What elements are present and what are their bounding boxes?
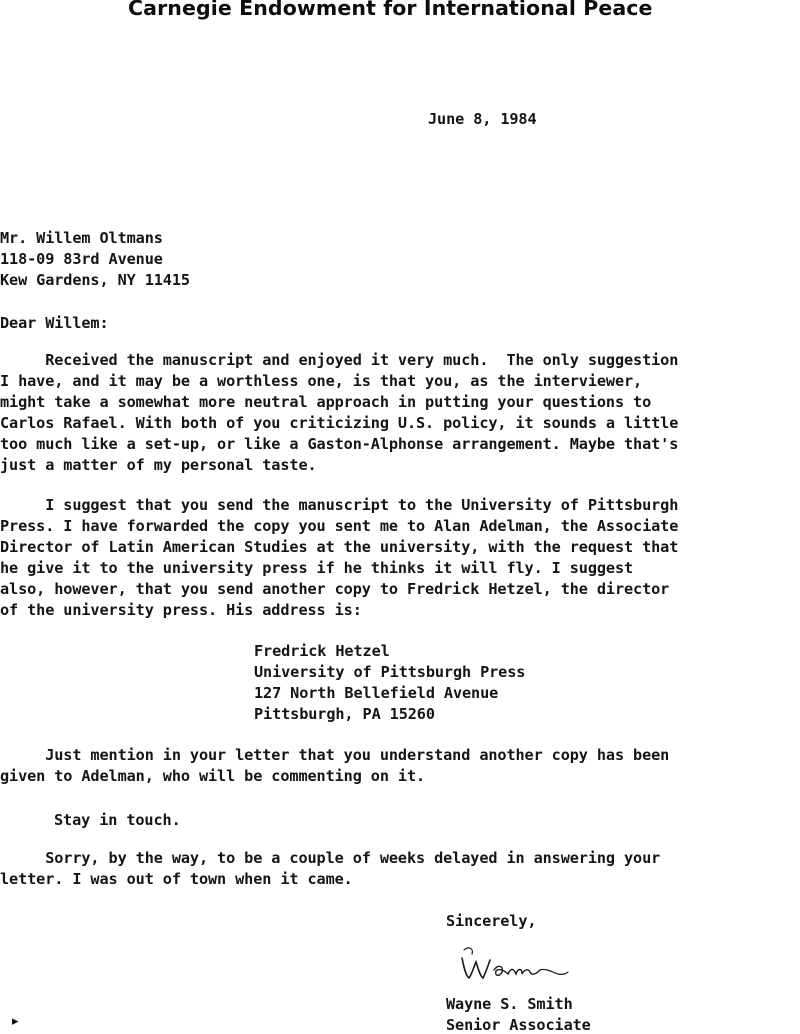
paragraph-line: he give it to the university press if he thinks it will fly. I suggest <box>0 559 634 577</box>
paragraph-line: letter. I was out of town when it came. <box>0 870 353 888</box>
body-paragraph-4: Stay in touch. <box>54 811 181 829</box>
paragraph-line: Just mention in your letter that you understand another copy has been <box>0 746 670 764</box>
body-paragraph-5 <box>0 848 660 890</box>
forward-address-line: 127 North Bellefield Avenue <box>254 684 499 702</box>
letterhead: Carnegie Endowment for International Peace <box>128 0 653 20</box>
recipient-line: Mr. Willem Oltmans <box>0 229 163 247</box>
paragraph-line: just a matter of my personal taste. <box>0 456 317 474</box>
closing: Sincerely, <box>446 912 537 930</box>
paragraph-line: Director of Latin American Studies at the university, with the request that <box>0 538 679 556</box>
signer-name: Wayne S. Smith <box>446 995 573 1013</box>
forward-address-line: Pittsburgh, PA 15260 <box>254 705 435 723</box>
recipient-address <box>0 228 190 291</box>
paragraph-line: of the university press. His address is: <box>0 601 362 619</box>
forward-address-line: University of Pittsburgh Press <box>254 663 526 681</box>
body-paragraph-1 <box>0 350 678 476</box>
page-mark: ▸ <box>12 1014 19 1029</box>
paragraph-line: given to Adelman, who will be commenting on it. <box>0 767 426 785</box>
forward-address-line: Fredrick Hetzel <box>254 642 390 660</box>
paragraph-line: Sorry, by the way, to be a couple of weeks delayed in answering your <box>0 849 661 867</box>
paragraph-line: Press. I have forwarded the copy you sent me to Alan Adelman, the Associate <box>0 517 679 535</box>
paragraph-line: I have, and it may be a worthless one, is that you, as the interviewer, <box>0 372 643 390</box>
recipient-line: Kew Gardens, NY 11415 <box>0 271 190 289</box>
signature-block <box>446 994 591 1034</box>
letter-date: June 8, 1984 <box>428 110 537 128</box>
paragraph-line: Carlos Rafael. With both of you criticizing U.S. policy, it sounds a little <box>0 414 679 432</box>
paragraph-line: Received the manuscript and enjoyed it very much. The only suggestion <box>0 351 679 369</box>
signer-title: Senior Associate <box>446 1016 591 1034</box>
paragraph-line: also, however, that you send another copy to Fredrick Hetzel, the director <box>0 580 670 598</box>
paragraph-line: I suggest that you send the manuscript to the University of Pittsburgh <box>0 496 679 514</box>
recipient-line: 118-09 83rd Avenue <box>0 250 163 268</box>
body-paragraph-2 <box>0 495 678 621</box>
forwarding-address <box>254 641 525 725</box>
paragraph-line: too much like a set-up, or like a Gaston-Alphonse arrangement. Maybe that's <box>0 435 679 453</box>
paragraph-line: might take a somewhat more neutral approach in putting your questions to <box>0 393 652 411</box>
handwritten-signature <box>456 944 572 988</box>
salutation: Dear Willem: <box>0 314 109 332</box>
body-paragraph-3 <box>0 745 669 787</box>
